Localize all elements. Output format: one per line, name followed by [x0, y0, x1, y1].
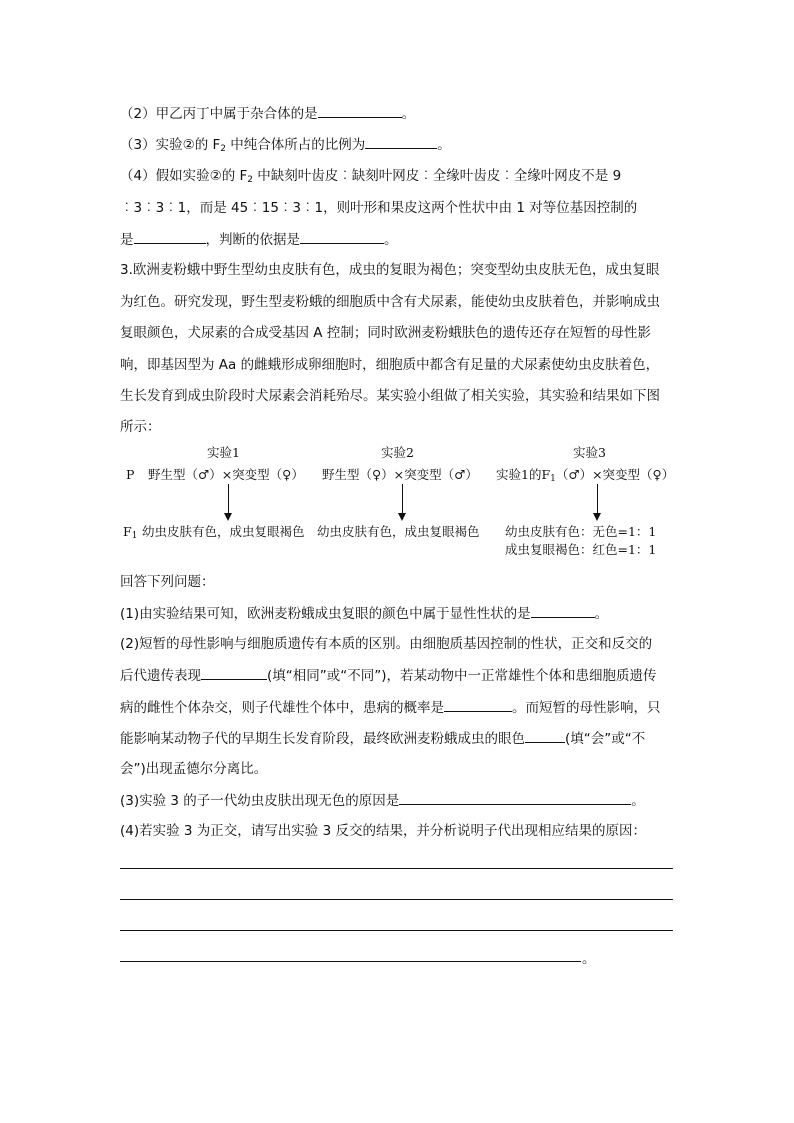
experiment-1-result: 幼虫皮肤有色，成虫复眼褐色	[142, 524, 305, 539]
question-3: （3）实验②的 $F_2$ 中纯合体所占的比例为 。	[120, 134, 680, 159]
question-4-line-1: （4）假如实验②的 $F_2$ 中缺刻叶齿皮︰缺刻叶网皮︰全缘叶齿皮︰全缘叶网皮不是 9	[120, 168, 622, 185]
answer-question-2-line-2: 后代遗传表现 (填“相同”或“不同”)，若某动物中一正常雄性个体和患细胞质遗传	[120, 665, 680, 686]
problem-3-line-1: 3.欧洲麦粉蛾中野生型幼虫皮肤有色，成虫的复眼为褐色；突变型幼虫皮肤无色，成虫复眼	[120, 262, 660, 278]
answer-blank[interactable]	[444, 697, 512, 712]
answer-blank[interactable]	[531, 603, 595, 618]
problem-3-line-5: 生长发育到成虫阶段时犬尿素会消耗殆尽。某实验小组做了相关实验，其实验和结果如下图	[120, 388, 660, 404]
experiment-1-title: 实验1	[207, 445, 240, 460]
answer-blank[interactable]	[134, 229, 206, 244]
questions-header: 回答下列问题：	[120, 574, 215, 590]
experiment-3-title: 实验3	[573, 445, 606, 460]
answer-question-3: (3)实验 3 的子一代幼虫皮肤出现无色的原因是 。	[120, 790, 680, 811]
answer-question-2-line-1: (2)短暂的母性影响与细胞质遗传有本质的区别。由细胞质基因控制的性状，正交和反交的	[120, 636, 653, 652]
arrow-down-icon	[228, 484, 229, 514]
problem-3-line-4: 响，即基因型为 Aa 的雌蛾形成卵细胞时，细胞质中都含有足量的犬尿素使幼虫皮肤着色，	[120, 357, 660, 373]
answer-blank[interactable]	[300, 229, 384, 244]
experiment-2-title: 实验2	[381, 445, 414, 460]
answer-question-2-line-4: 能影响某动物子代的早期生长发育阶段，最终欧洲麦粉蛾成虫的眼色 (填“会”或“不	[120, 728, 680, 749]
question-4-line-2: ︰3︰3︰1，而是 45︰15︰3︰1，则叶形和果皮这两个性状中由 1 对等位基因控制的	[120, 200, 638, 216]
experiment-3-result-skin: 幼虫皮肤有色：无色=1：1	[505, 524, 657, 539]
answer-blank[interactable]	[365, 134, 437, 149]
answer-question-1: (1)由实验结果可知，欧洲麦粉蛾成虫复眼的颜色中属于显性性状的是 。	[120, 603, 680, 624]
experiment-3-cross: 实验1的$F_1(♂)\times$突变型（♀）	[496, 467, 675, 484]
problem-3-line-6: 所示：	[120, 419, 161, 435]
answer-blank[interactable]	[399, 790, 631, 805]
answer-question-2-line-5: 会”)出现孟德尔分离比。	[120, 761, 268, 777]
experiment-3-result-eye: 成虫复眼褐色：红色=1：1	[505, 542, 657, 557]
parent-generation-label: P	[126, 467, 135, 482]
answer-line[interactable]	[120, 868, 673, 869]
final-period: 。	[582, 951, 596, 967]
question-4-line-3: 是 ，判断的依据是 。	[120, 229, 680, 250]
answer-question-4: (4)若实验 3 为正交，请写出实验 3 反交的结果，并分析说明子代出现相应结果的原因：	[120, 823, 646, 839]
problem-3-line-3: 复眼颜色，犬尿素的合成受基因 A 控制；同时欧洲麦粉蛾肤色的遗传还存在短暂的母性影	[120, 325, 651, 341]
answer-line[interactable]	[120, 899, 673, 900]
experiment-2-cross: 野生型（♀）×突变型（♂）	[322, 467, 478, 482]
answer-blank[interactable]	[318, 103, 402, 118]
answer-line[interactable]	[120, 961, 581, 962]
answer-blank[interactable]	[525, 728, 565, 743]
question-2: （2）甲乙丙丁中属于杂合体的是 。	[120, 103, 680, 124]
arrow-down-icon	[597, 484, 598, 514]
answer-question-2-line-3: 病的雌性个体杂交，则子代雄性个体中，患病的概率是 。而短暂的母性影响，只	[120, 697, 680, 718]
experiment-1-cross: 野生型（♂）×突变型（♀）	[148, 467, 304, 482]
problem-3-line-2: 为红色。研究发现，野生型麦粉蛾的细胞质中含有犬尿素，能使幼虫皮肤着色，并影响成虫	[120, 294, 660, 310]
experiment-2-result: 幼虫皮肤有色，成虫复眼褐色	[317, 524, 480, 539]
answer-line[interactable]	[120, 930, 673, 931]
answer-blank[interactable]	[201, 665, 267, 680]
arrow-down-icon	[402, 484, 403, 514]
f1-generation-label: $F_1$	[123, 524, 138, 541]
